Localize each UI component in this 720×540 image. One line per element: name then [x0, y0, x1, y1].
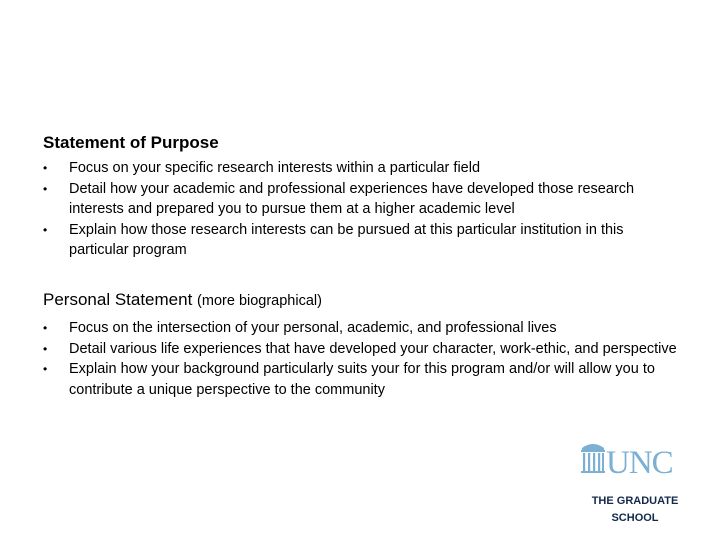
bullet-icon: •	[43, 341, 48, 356]
list-item-text: Focus on your specific research interests within a particular field	[69, 160, 481, 176]
logo-wordmark: UNC	[606, 445, 673, 481]
bullet-icon: •	[43, 181, 48, 196]
logo-line-1: THE GRADUATE	[591, 495, 679, 507]
personal-statement-subtitle: (more biographical)	[197, 293, 322, 309]
list-item-text: Detail how your academic and professional experiences have developed those research interests and prepared you to pursue them at a higher academic level	[69, 180, 635, 217]
statement-of-purpose-heading: Statement of Purpose	[43, 133, 219, 152]
bullet-icon: •	[43, 321, 48, 335]
list-item-text: Explain how your background particularly suits your for this program and/or will allow you to contribute a unique perspective to the community	[69, 361, 655, 398]
personal-statement-heading	[43, 290, 322, 310]
personal-statement-title: Personal Statement	[43, 290, 193, 309]
list-item	[43, 359, 683, 400]
bullet-icon: •	[43, 222, 48, 237]
old-well-icon	[581, 444, 605, 473]
list-item-text: Detail various life experiences that have developed your character, work-ethic, and perspective	[69, 340, 677, 357]
list-item	[43, 179, 683, 220]
list-item	[43, 318, 683, 339]
unc-graduate-school-logo	[578, 440, 708, 530]
list-item-text: Explain how those research interests can be pursued at this particular institution in this particular program	[69, 221, 624, 258]
list-item	[43, 220, 683, 261]
personal-statement-list	[43, 318, 683, 400]
logo-line-2: SCHOOL	[611, 512, 659, 524]
bullet-icon: •	[43, 362, 48, 376]
list-item	[43, 158, 683, 179]
bullet-icon: •	[43, 161, 48, 175]
list-item-text: Focus on the intersection of your personal, academic, and professional lives	[69, 320, 557, 336]
statement-of-purpose-list	[43, 158, 683, 261]
list-item	[43, 339, 683, 360]
